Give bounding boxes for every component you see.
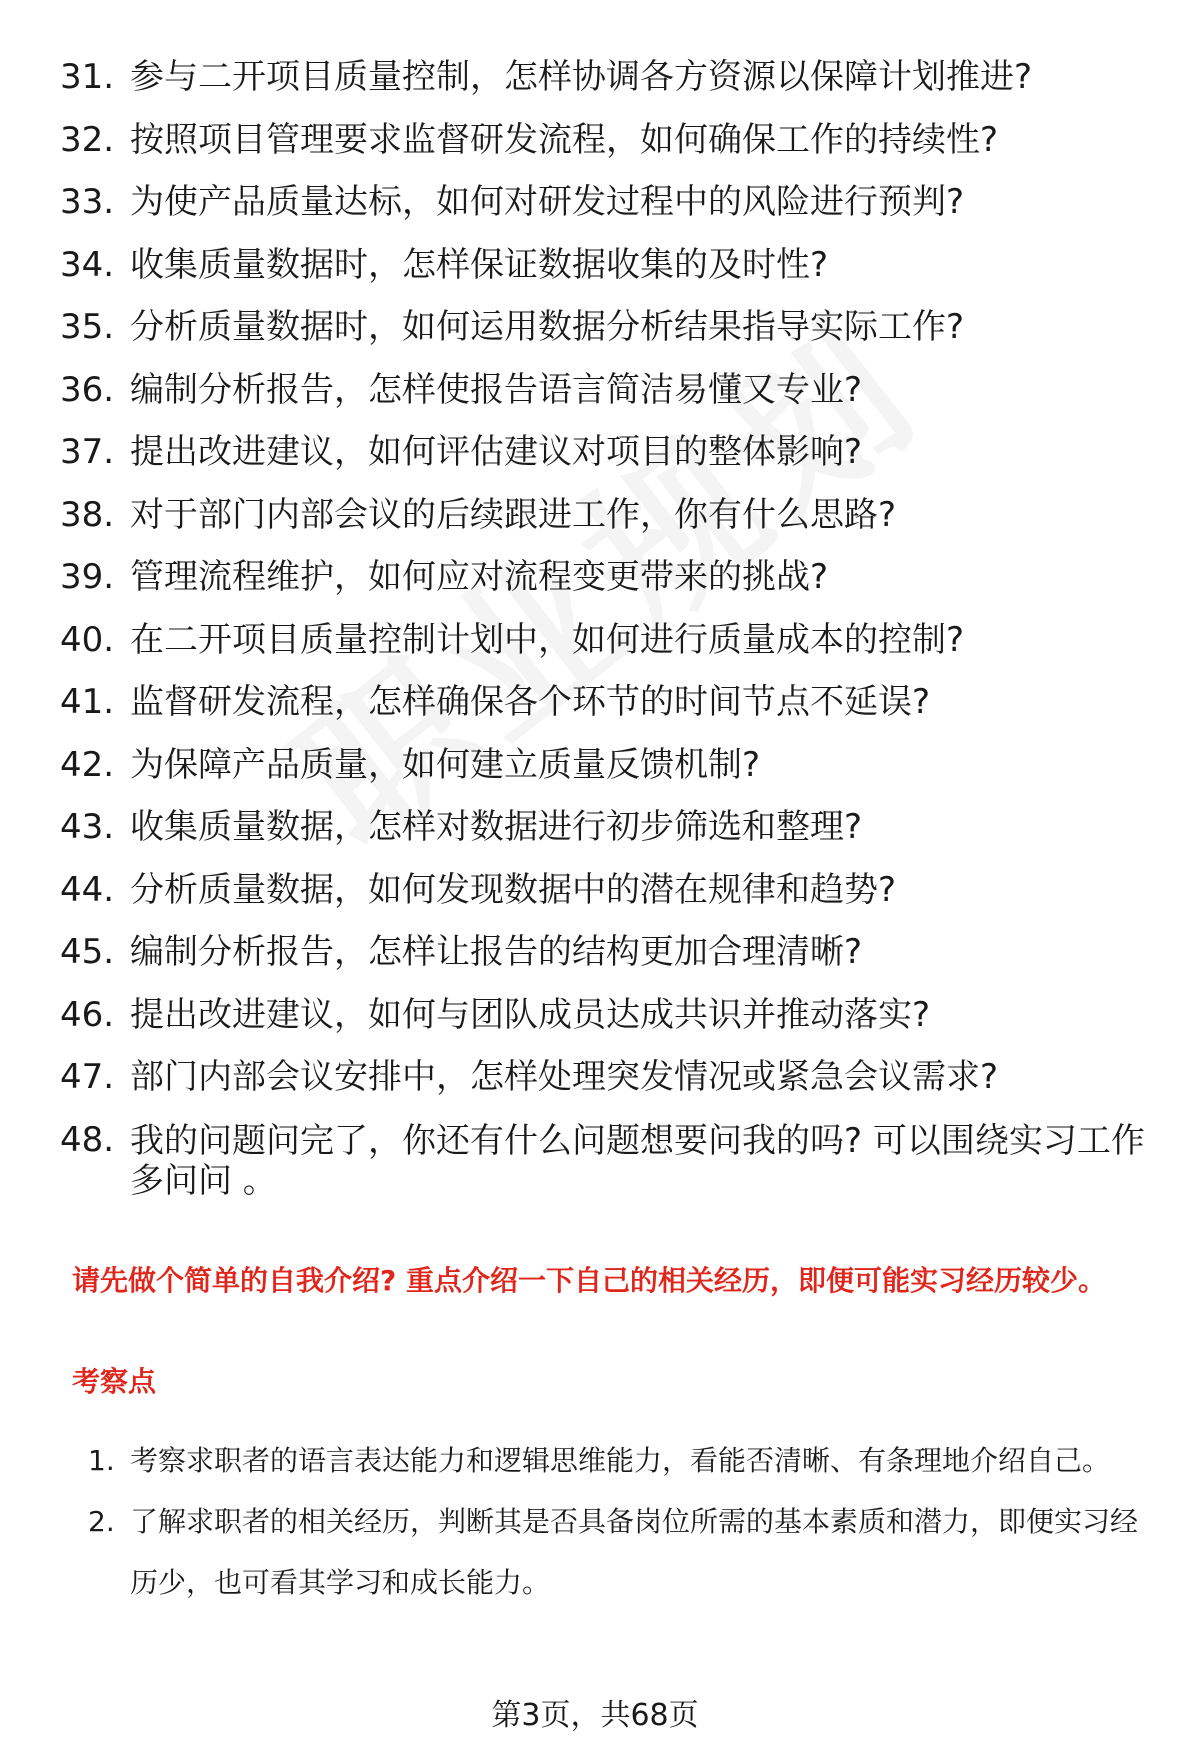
- question-number: 36.: [60, 369, 115, 410]
- list-item: [60, 671, 1150, 734]
- question-text: 监督研发流程，怎样确保各个环节的时间节点不延误?: [130, 682, 931, 722]
- point-number: 2.: [88, 1505, 115, 1538]
- point-number: 1.: [88, 1444, 115, 1477]
- question-number: 41.: [60, 682, 115, 722]
- question-number: 42.: [60, 744, 115, 785]
- question-text: 分析质量数据时，如何运用数据分析结果指导实际工作?: [130, 307, 965, 347]
- assessment-points-list: [88, 1430, 1158, 1613]
- list-item: [60, 46, 1150, 109]
- list-item: [60, 296, 1150, 359]
- question-number: 39.: [60, 557, 115, 597]
- question-text: 部门内部会议安排中，怎样处理突发情况或紧急会议需求?: [130, 1057, 999, 1097]
- question-text: 提出改进建议，如何评估建议对项目的整体影响?: [130, 432, 863, 472]
- list-item: [60, 234, 1150, 297]
- list-item: [60, 171, 1150, 234]
- question-number: 33.: [60, 182, 115, 222]
- list-item: [60, 1109, 1150, 1201]
- question-text: 为保障产品质量，如何建立质量反馈机制?: [130, 744, 761, 785]
- question-text: 编制分析报告，怎样使报告语言简洁易懂又专业?: [130, 369, 863, 410]
- question-number: 34.: [60, 244, 115, 285]
- list-item: [60, 546, 1150, 609]
- list-item: [60, 359, 1150, 422]
- question-text: 编制分析报告，怎样让报告的结构更加合理清晰?: [130, 932, 863, 972]
- question-number: 46.: [60, 994, 115, 1035]
- question-text: 提出改进建议，如何与团队成员达成共识并推动落实?: [130, 994, 931, 1035]
- question-text: 我的问题问完了，你还有什么问题想要问我的吗? 可以围绕实习工作多问问 。: [130, 1120, 1145, 1201]
- question-text: 对于部门内部会议的后续跟进工作，你有什么思路?: [130, 494, 897, 535]
- list-item: [60, 921, 1150, 984]
- question-number: 38.: [60, 494, 115, 535]
- page-number-footer: 第3页，共68页: [491, 1698, 699, 1733]
- question-number: 44.: [60, 869, 115, 910]
- question-text: 按照项目管理要求监督研发流程，如何确保工作的持续性?: [130, 119, 999, 160]
- list-item: [60, 734, 1150, 797]
- list-item: [60, 609, 1150, 672]
- question-text: 分析质量数据，如何发现数据中的潜在规律和趋势?: [130, 869, 897, 910]
- section-title: 考察点: [72, 1365, 157, 1398]
- question-number: 32.: [60, 119, 115, 160]
- point-text: 考察求职者的语言表达能力和逻辑思维能力，看能否清晰、有条理地介绍自己。: [130, 1444, 1111, 1477]
- list-item: [60, 1046, 1150, 1109]
- question-number: 31.: [60, 57, 115, 97]
- question-number: 48.: [60, 1119, 115, 1160]
- list-item: [60, 109, 1150, 172]
- list-item: [60, 796, 1150, 859]
- question-text: 收集质量数据，怎样对数据进行初步筛选和整理?: [130, 807, 863, 847]
- list-item: [88, 1491, 1158, 1613]
- question-text: 为使产品质量达标，如何对研发过程中的风险进行预判?: [130, 182, 965, 222]
- question-text: 在二开项目质量控制计划中，如何进行质量成本的控制?: [130, 619, 965, 660]
- list-item: [60, 421, 1150, 484]
- question-number: 40.: [60, 619, 115, 660]
- point-text: 了解求职者的相关经历，判断其是否具备岗位所需的基本素质和潜力，即便实习经历少，也可看其学习和成长能力。: [130, 1505, 1139, 1599]
- question-number: 47.: [60, 1057, 115, 1097]
- question-text: 收集质量数据时，怎样保证数据收集的及时性?: [130, 244, 829, 285]
- list-item: [60, 984, 1150, 1047]
- question-list: [60, 46, 1150, 1201]
- question-number: 45.: [60, 932, 115, 972]
- intro-question-heading: 请先做个简单的自我介绍? 重点介绍一下自己的相关经历，即便可能实习经历较少。: [72, 1264, 1106, 1297]
- question-text: 参与二开项目质量控制，怎样协调各方资源以保障计划推进?: [130, 57, 1033, 97]
- list-item: [60, 859, 1150, 922]
- question-number: 43.: [60, 807, 115, 847]
- question-number: 35.: [60, 307, 115, 347]
- list-item: [60, 484, 1150, 547]
- question-text: 管理流程维护，如何应对流程变更带来的挑战?: [130, 557, 829, 597]
- list-item: [88, 1430, 1158, 1491]
- question-number: 37.: [60, 432, 115, 472]
